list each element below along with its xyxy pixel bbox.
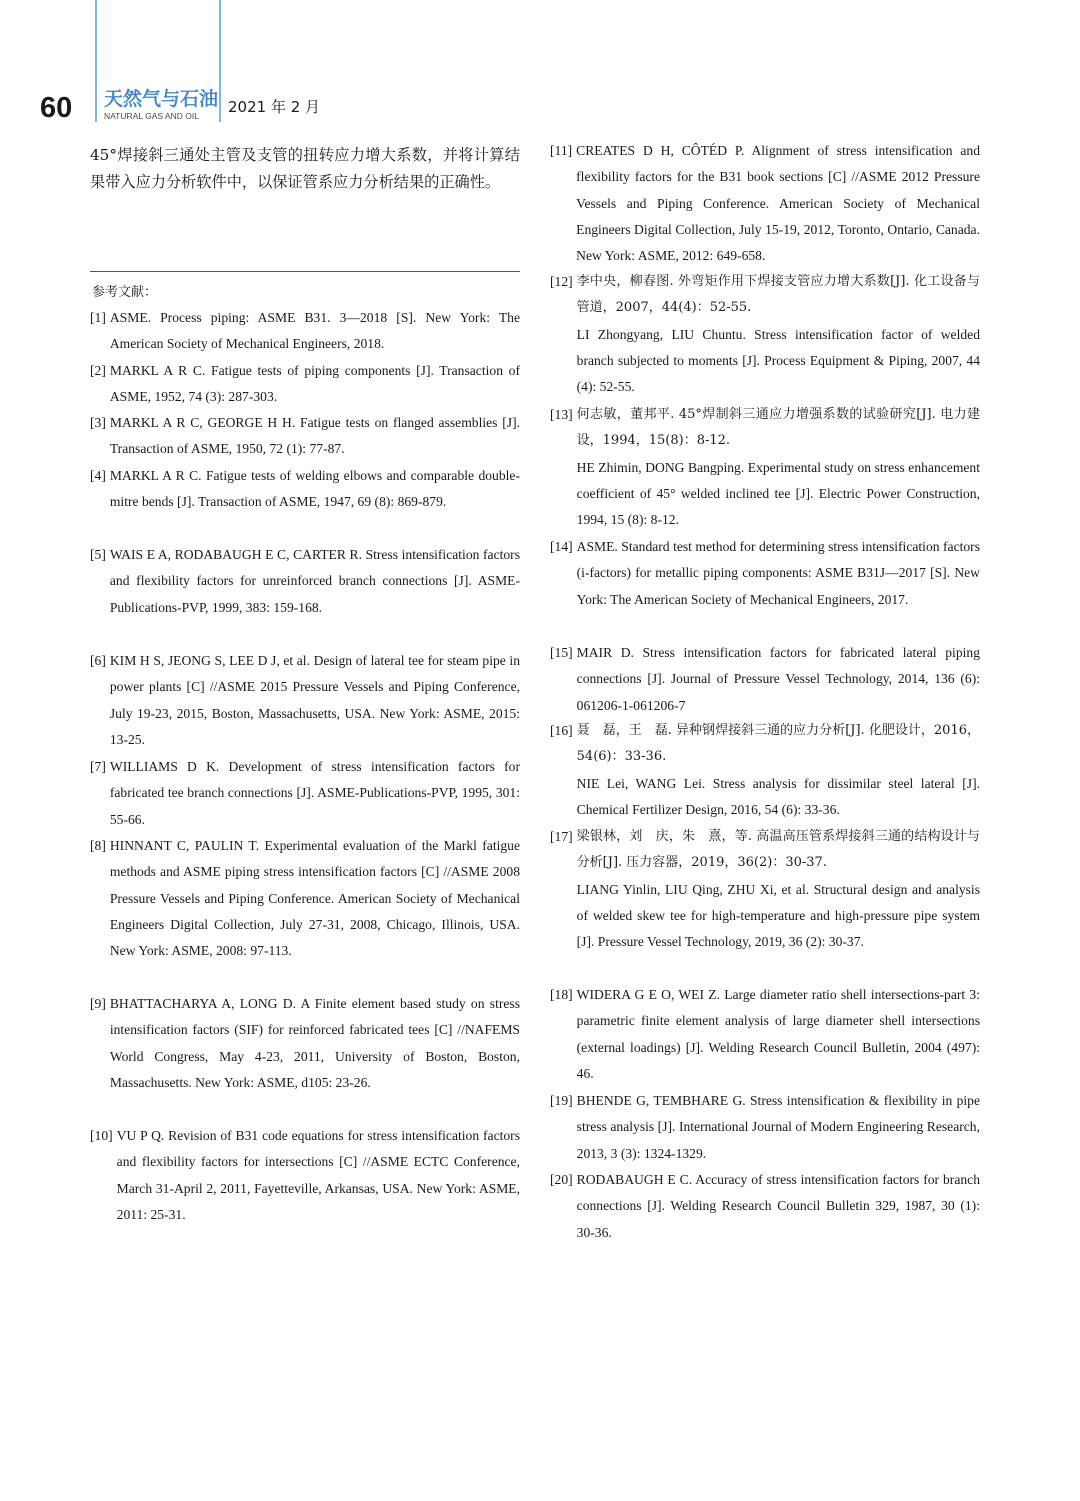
reference-text-english: HE Zhimin, DONG Bangping. Experimental study on stress enhancement coefficient of 45° welded inclined tee [J]. Electric Power Construction, 1994, 15 (8): 8-12.	[576, 459, 980, 528]
reference-item	[90, 648, 520, 753]
reference-text: WILLIAMS D K. Development of stress intensification factors for fabricated tee branch connections [J]. ASME-Publications-PVP, 1995, 301: 55-66.	[109, 759, 520, 827]
reference-number: [8]	[90, 838, 106, 853]
reference-text: MAIR D. Stress intensification factors for fabricated lateral piping connections [J]. Journal of Pressure Vessel Technology, 2014, 136 (6): 061206-1-061206-7	[576, 645, 980, 713]
reference-item	[550, 269, 980, 401]
reference-number: [4]	[90, 468, 106, 483]
reference-text: CREATES D H, CÔTÉD P. Alignment of stress intensification and flexibility factors for the B31 book sections [C] //ASME 2012 Pressure Vessels and Piping Conference. American Society of Mechanical Engineers Digital Collection, July 15-19, 2012, Toronto, Ontario, Canada. New York: ASME, 2012: 649-658.	[576, 143, 980, 264]
reference-text: WAIS E A, RODABAUGH E C, CARTER R. Stress intensification factors and flexibility factors for unreinforced branch connections [J]. ASME-Publications-PVP, 1999, 383: 159-168.	[109, 547, 520, 615]
reference-text-chinese: 梁银林，刘 庆，朱 熹，等. 高温高压管系焊接斜三通的结构设计与分析[J]. 压力容器，2019，36(2)：30-37.	[576, 829, 980, 871]
reference-text: BHATTACHARYA A, LONG D. A Finite element based study on stress intensification factors (SIF) for reinforced fabricated tees [C] //NAFEMS World Congress, May 4-23, 2011, University of Boston, Boston, Massachusetts. New York: ASME, d105: 23-26.	[109, 996, 520, 1091]
reference-number: [15]	[550, 645, 573, 660]
reference-number: [12]	[550, 274, 573, 289]
journal-logo-title: 天然气与石油	[104, 88, 219, 110]
reference-number: [20]	[550, 1172, 573, 1187]
section-divider	[90, 271, 520, 272]
journal-english-title: NATURAL GAS AND OIL	[104, 111, 199, 121]
reference-item	[550, 718, 980, 823]
reference-number: [6]	[90, 653, 106, 668]
reference-item	[90, 463, 520, 516]
reference-item	[90, 305, 520, 358]
reference-item	[550, 824, 980, 956]
reference-item	[90, 410, 520, 463]
reference-text: MARKL A R C. Fatigue tests of welding elbows and comparable double-mitre bends [J]. Transaction of ASME, 1947, 69 (8): 869-879.	[109, 468, 520, 510]
reference-text-english: LIANG Yinlin, LIU Qing, ZHU Xi, et al. Structural design and analysis of welded skew tee for high-temperature and high-pressure pipe system [J]. Pressure Vessel Technology, 2019, 36 (2): 30-37.	[576, 881, 980, 950]
reference-number: [3]	[90, 415, 106, 430]
reference-item	[90, 833, 520, 965]
reference-number: [13]	[550, 407, 573, 422]
reference-item	[550, 1167, 980, 1246]
reference-text: HINNANT C, PAULIN T. Experimental evaluation of the Markl fatigue methods and ASME piping stress intensification factors [C] //ASME 2008 Pressure Vessels and Piping Conference. American Society of Mechanical Engineers Digital Collection, July 27-31, 2008, Chicago, Illinois, USA. New York: ASME, 2008: 97-113.	[109, 838, 520, 959]
reference-number: [11]	[550, 143, 573, 158]
reference-text-english: LI Zhongyang, LIU Chuntu. Stress intensification factor of welded branch subjected to moments [J]. Process Equipment & Piping, 2007, 44 (4): 52-55.	[576, 326, 980, 395]
reference-text: VU P Q. Revision of B31 code equations for stress intensification factors and flexibility factors for intersections [C] //ASME ECTC Conference, March 31-April 2, 2011, Fayetteville, Arkansas, USA. New York: ASME, 2011: 25-31.	[116, 1128, 520, 1223]
reference-item	[550, 640, 980, 719]
reference-text: MARKL A R C, GEORGE H H. Fatigue tests on flanged assemblies [J]. Transaction of ASME, 1950, 72 (1): 77-87.	[109, 415, 520, 457]
reference-item	[90, 542, 520, 621]
reference-number: [17]	[550, 829, 573, 844]
reference-number: [2]	[90, 363, 106, 378]
reference-text: BHENDE G, TEMBHARE G. Stress intensification & flexibility in pipe stress analysis [J]. International Journal of Modern Engineering Research, 2013, 3 (3): 1324-1329.	[576, 1093, 980, 1161]
reference-text-english: NIE Lei, WANG Lei. Stress analysis for dissimilar steel lateral [J]. Chemical Fertilizer Design, 2016, 54 (6): 33-36.	[576, 775, 980, 818]
reference-number: [19]	[550, 1093, 573, 1108]
intro-paragraph: 45°焊接斜三通处主管及支管的扭转应力增大系数，并将计算结果带入应力分析软件中，以保证管系应力分析结果的正确性。	[90, 146, 520, 191]
references-heading: 参考文献：	[92, 285, 158, 300]
reference-text: RODABAUGH E C. Accuracy of stress intensification factors for branch connections [J]. Welding Research Council Bulletin 329, 1987, 30 (1): 30-36.	[576, 1172, 980, 1240]
reference-number: [7]	[90, 759, 106, 774]
reference-text-chinese: 李中央，柳春图. 外弯矩作用下焊接支管应力增大系数[J]. 化工设备与管道，2007，44(4)：52-55.	[576, 274, 980, 316]
reference-number: [18]	[550, 987, 573, 1002]
page-number: 60	[40, 92, 73, 124]
reference-item	[550, 534, 980, 613]
reference-number: [1]	[90, 310, 106, 325]
header-rule-right	[219, 0, 221, 122]
reference-number: [16]	[550, 723, 573, 738]
reference-number: [5]	[90, 547, 106, 562]
reference-number: [10]	[90, 1128, 113, 1143]
reference-number: [14]	[550, 539, 573, 554]
reference-item	[90, 991, 520, 1096]
reference-item	[550, 1088, 980, 1167]
reference-item	[90, 754, 520, 833]
reference-text: ASME. Standard test method for determining stress intensification factors (i-factors) for metallic piping components: ASME B31J—2017 [S]. New York: The American Society of Mechanical Engineers, 2017.	[576, 539, 980, 607]
reference-text: WIDERA G E O, WEI Z. Large diameter ratio shell intersections-part 3: parametric finite element analysis of large diameter shell intersections (external loadings) [J]. Welding Research Council Bulletin, 2004 (497): 46.	[576, 987, 980, 1082]
reference-text-chinese: 何志敏，董邦平. 45°焊制斜三通应力增强系数的试验研究[J]. 电力建设，1994，15(8)：8-12.	[576, 407, 980, 449]
page-header	[0, 0, 1080, 130]
reference-text: ASME. Process piping: ASME B31. 3—2018 [S]. New York: The American Society of Mechanical Engineers, 2018.	[109, 310, 520, 352]
reference-item	[90, 358, 520, 411]
reference-text: MARKL A R C. Fatigue tests of piping components [J]. Transaction of ASME, 1952, 74 (3): 287-303.	[109, 363, 520, 405]
reference-item	[90, 1123, 520, 1228]
header-rule-left	[95, 0, 97, 122]
reference-item	[550, 982, 980, 1087]
reference-item	[550, 402, 980, 534]
reference-text-chinese: 聂 磊，王 磊. 异种钢焊接斜三通的应力分析[J]. 化肥设计，2016，54(6)：33-36.	[576, 723, 980, 765]
reference-item	[550, 138, 980, 270]
reference-number: [9]	[90, 996, 106, 1011]
reference-text: KIM H S, JEONG S, LEE D J, et al. Design of lateral tee for steam pipe in power plants [C] //ASME 2015 Pressure Vessels and Piping Conference, July 19-23, 2015, Boston, Massachusetts, USA. New York: ASME, 2015: 13-25.	[109, 653, 520, 748]
issue-date: 2021 年 2 月	[228, 98, 321, 116]
